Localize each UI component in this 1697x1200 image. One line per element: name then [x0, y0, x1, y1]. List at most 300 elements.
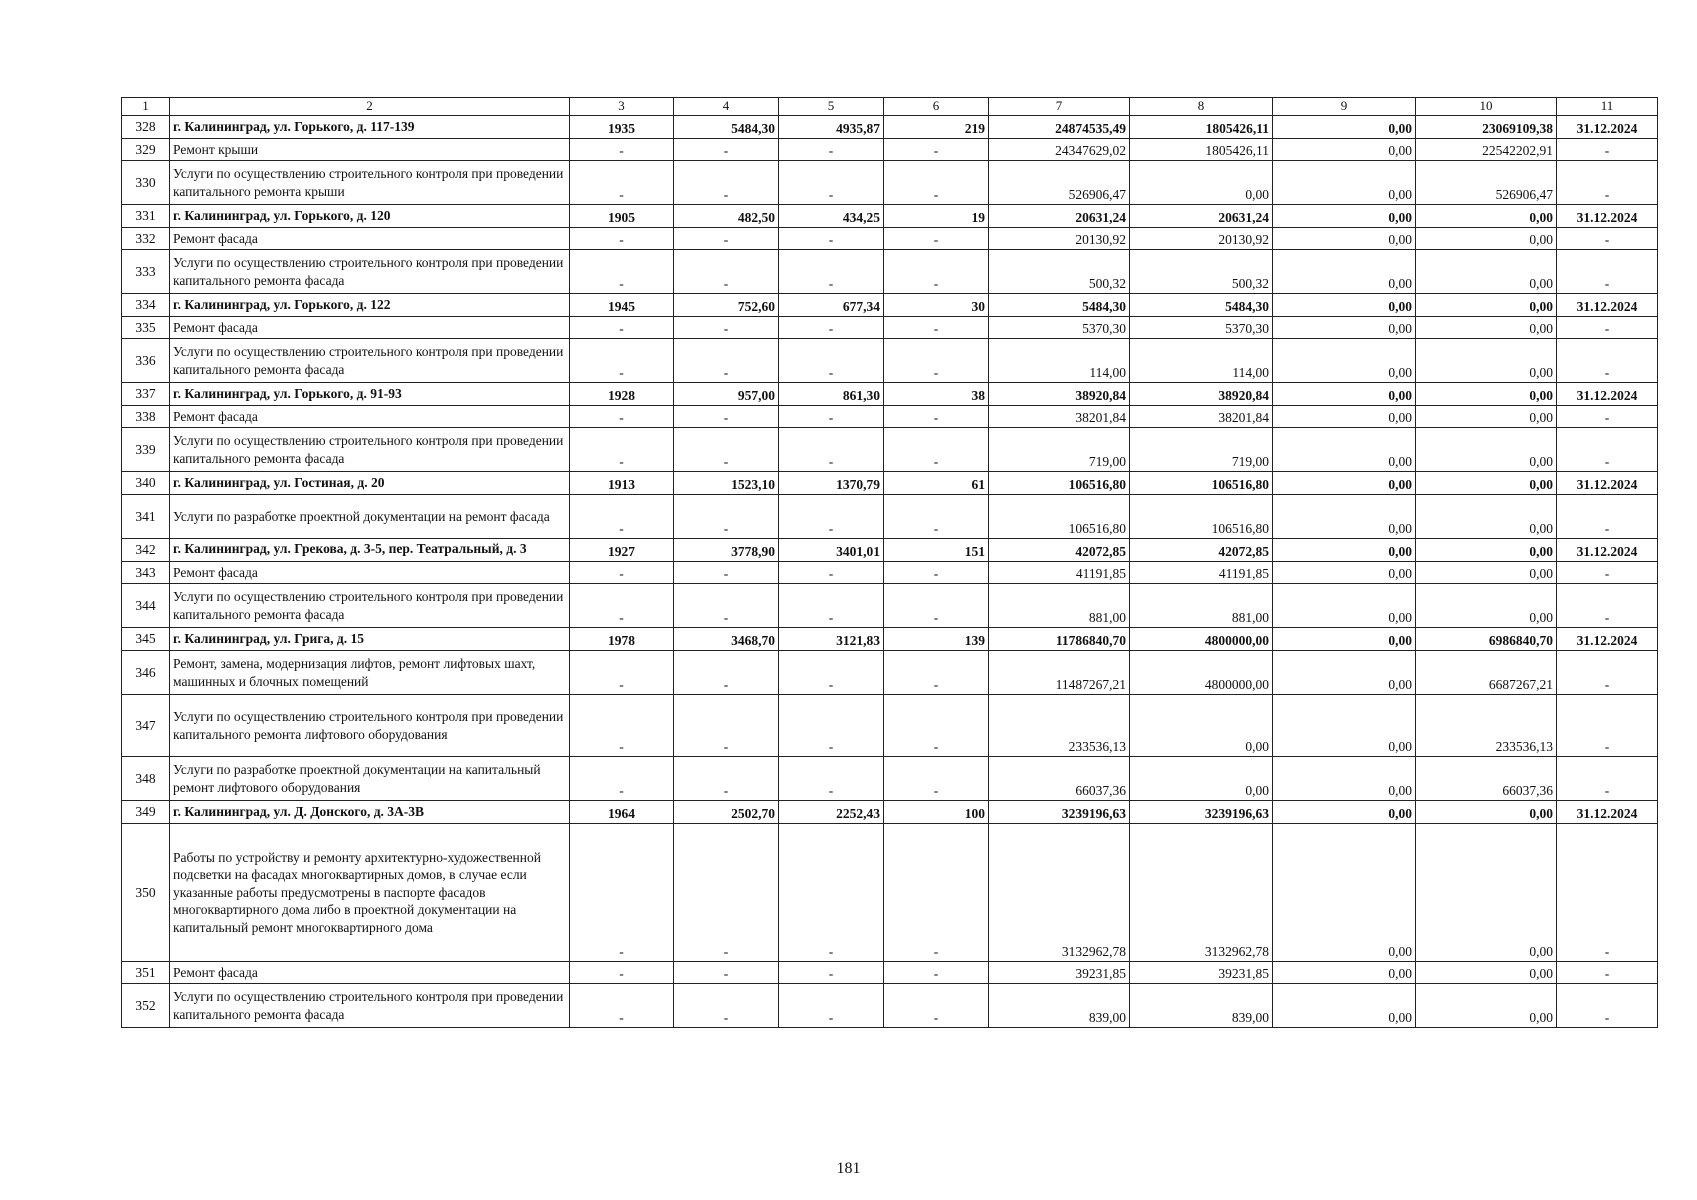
build-year-cell: -: [570, 250, 674, 294]
total-cost-cell: 39231,85: [989, 962, 1130, 984]
column-header: 8: [1130, 98, 1273, 116]
column-header: 1: [122, 98, 170, 116]
living-area-cell: 3121,83: [779, 628, 884, 651]
work-row: [122, 250, 1658, 294]
residents-cell: 61: [884, 472, 989, 495]
build-year-cell: -: [570, 584, 674, 628]
total-area-cell: -: [674, 228, 779, 250]
living-area-cell: -: [779, 495, 884, 539]
work-row: [122, 757, 1658, 801]
living-area-cell: 1370,79: [779, 472, 884, 495]
fund-amount-cell: 38920,84: [1130, 383, 1273, 406]
budget-amount-cell: 0,00: [1273, 962, 1416, 984]
residents-cell: -: [884, 824, 989, 962]
budget-amount-cell: 0,00: [1273, 161, 1416, 205]
total-area-cell: -: [674, 317, 779, 339]
deadline-cell: 31.12.2024: [1557, 294, 1658, 317]
deadline-cell: -: [1557, 695, 1658, 757]
total-area-cell: -: [674, 984, 779, 1028]
living-area-cell: -: [779, 651, 884, 695]
column-header: 6: [884, 98, 989, 116]
total-area-cell: -: [674, 824, 779, 962]
build-year-cell: 1927: [570, 539, 674, 562]
budget-amount-cell: 0,00: [1273, 406, 1416, 428]
living-area-cell: 861,30: [779, 383, 884, 406]
owner-funds-cell: 0,00: [1416, 428, 1557, 472]
total-area-cell: -: [674, 695, 779, 757]
column-header: 4: [674, 98, 779, 116]
deadline-cell: -: [1557, 250, 1658, 294]
deadline-cell: -: [1557, 339, 1658, 383]
row-number-cell: 346: [122, 651, 170, 695]
row-number-cell: 348: [122, 757, 170, 801]
total-cost-cell: 41191,85: [989, 562, 1130, 584]
work-row: [122, 428, 1658, 472]
fund-amount-cell: 41191,85: [1130, 562, 1273, 584]
work-row: [122, 651, 1658, 695]
residents-cell: -: [884, 695, 989, 757]
living-area-cell: -: [779, 824, 884, 962]
living-area-cell: -: [779, 339, 884, 383]
residents-cell: -: [884, 584, 989, 628]
build-year-cell: -: [570, 824, 674, 962]
deadline-cell: -: [1557, 406, 1658, 428]
fund-amount-cell: 1805426,11: [1130, 139, 1273, 161]
row-number-cell: 328: [122, 116, 170, 139]
work-row: [122, 495, 1658, 539]
fund-amount-cell: 881,00: [1130, 584, 1273, 628]
owner-funds-cell: 233536,13: [1416, 695, 1557, 757]
residents-cell: 30: [884, 294, 989, 317]
total-area-cell: 5484,30: [674, 116, 779, 139]
build-year-cell: -: [570, 495, 674, 539]
column-header: 10: [1416, 98, 1557, 116]
deadline-cell: -: [1557, 757, 1658, 801]
owner-funds-cell: 66037,36: [1416, 757, 1557, 801]
owner-funds-cell: 526906,47: [1416, 161, 1557, 205]
residents-cell: -: [884, 339, 989, 383]
item-name-cell: Ремонт крыши: [170, 139, 570, 161]
build-year-cell: -: [570, 962, 674, 984]
total-area-cell: -: [674, 562, 779, 584]
build-year-cell: -: [570, 562, 674, 584]
budget-amount-cell: 0,00: [1273, 116, 1416, 139]
item-name-cell: Услуги по разработке проектной документации на капитальный ремонт лифтового оборудования: [170, 757, 570, 801]
total-area-cell: 752,60: [674, 294, 779, 317]
item-name-cell: Услуги по осуществлению строительного контроля при проведении капитального ремонта фасада: [170, 250, 570, 294]
total-cost-cell: 526906,47: [989, 161, 1130, 205]
build-year-cell: 1928: [570, 383, 674, 406]
building-row: [122, 628, 1658, 651]
fund-amount-cell: 839,00: [1130, 984, 1273, 1028]
item-name-cell: Услуги по осуществлению строительного контроля при проведении капитального ремонта фасада: [170, 584, 570, 628]
budget-amount-cell: 0,00: [1273, 339, 1416, 383]
fund-amount-cell: 4800000,00: [1130, 628, 1273, 651]
owner-funds-cell: 0,00: [1416, 539, 1557, 562]
item-name-cell: Ремонт фасада: [170, 228, 570, 250]
row-number-cell: 349: [122, 801, 170, 824]
row-number-cell: 337: [122, 383, 170, 406]
work-row: [122, 317, 1658, 339]
total-area-cell: 3468,70: [674, 628, 779, 651]
budget-amount-cell: 0,00: [1273, 801, 1416, 824]
living-area-cell: -: [779, 562, 884, 584]
budget-amount-cell: 0,00: [1273, 472, 1416, 495]
total-area-cell: 957,00: [674, 383, 779, 406]
total-cost-cell: 719,00: [989, 428, 1130, 472]
living-area-cell: -: [779, 317, 884, 339]
owner-funds-cell: 23069109,38: [1416, 116, 1557, 139]
row-number-cell: 330: [122, 161, 170, 205]
row-number-cell: 336: [122, 339, 170, 383]
owner-funds-cell: 0,00: [1416, 406, 1557, 428]
work-row: [122, 339, 1658, 383]
owner-funds-cell: 0,00: [1416, 801, 1557, 824]
build-year-cell: 1935: [570, 116, 674, 139]
owner-funds-cell: 0,00: [1416, 294, 1557, 317]
fund-amount-cell: 0,00: [1130, 757, 1273, 801]
item-name-cell: Услуги по осуществлению строительного контроля при проведении капитального ремонта лифтового оборудования: [170, 695, 570, 757]
row-number-cell: 339: [122, 428, 170, 472]
residents-cell: -: [884, 228, 989, 250]
work-row: [122, 406, 1658, 428]
work-row: [122, 562, 1658, 584]
owner-funds-cell: 0,00: [1416, 205, 1557, 228]
item-name-cell: Услуги по осуществлению строительного контроля при проведении капитального ремонта крыши: [170, 161, 570, 205]
deadline-cell: -: [1557, 984, 1658, 1028]
fund-amount-cell: 3132962,78: [1130, 824, 1273, 962]
deadline-cell: -: [1557, 584, 1658, 628]
total-cost-cell: 38920,84: [989, 383, 1130, 406]
owner-funds-cell: 0,00: [1416, 495, 1557, 539]
total-cost-cell: 5370,30: [989, 317, 1130, 339]
owner-funds-cell: 0,00: [1416, 383, 1557, 406]
total-cost-cell: 3239196,63: [989, 801, 1130, 824]
total-area-cell: 2502,70: [674, 801, 779, 824]
row-number-cell: 347: [122, 695, 170, 757]
row-number-cell: 351: [122, 962, 170, 984]
total-area-cell: -: [674, 250, 779, 294]
total-cost-cell: 881,00: [989, 584, 1130, 628]
residents-cell: -: [884, 562, 989, 584]
owner-funds-cell: 0,00: [1416, 339, 1557, 383]
fund-amount-cell: 114,00: [1130, 339, 1273, 383]
column-header: 2: [170, 98, 570, 116]
item-name-cell: г. Калининград, ул. Д. Донского, д. 3А-3В: [170, 801, 570, 824]
fund-amount-cell: 0,00: [1130, 161, 1273, 205]
item-name-text: г. Калининград, ул. Грекова, д. 3-5, пер. Театральный, д. 3: [173, 540, 527, 556]
living-area-cell: 2252,43: [779, 801, 884, 824]
budget-amount-cell: 0,00: [1273, 584, 1416, 628]
build-year-cell: 1913: [570, 472, 674, 495]
item-name-cell: г. Калининград, ул. Горького, д. 120: [170, 205, 570, 228]
row-number-cell: 340: [122, 472, 170, 495]
total-cost-cell: 500,32: [989, 250, 1130, 294]
total-area-cell: 3778,90: [674, 539, 779, 562]
item-name-cell: Услуги по осуществлению строительного контроля при проведении капитального ремонта фасада: [170, 984, 570, 1028]
owner-funds-cell: 6986840,70: [1416, 628, 1557, 651]
total-area-cell: 482,50: [674, 205, 779, 228]
living-area-cell: -: [779, 962, 884, 984]
row-number-cell: 342: [122, 539, 170, 562]
deadline-cell: -: [1557, 161, 1658, 205]
deadline-cell: -: [1557, 228, 1658, 250]
item-name-cell: Работы по устройству и ремонту архитектурно-художественной подсветки на фасадах многоквартирных домов, в случае если указанные работы предусмотрены в паспорте фасадов многоквартирного дома либо в проектной документации на капитальный ремонт многоквартирного дома: [170, 824, 570, 962]
fund-amount-cell: 106516,80: [1130, 495, 1273, 539]
fund-amount-cell: 5370,30: [1130, 317, 1273, 339]
item-name-cell: Ремонт фасада: [170, 562, 570, 584]
building-row: [122, 383, 1658, 406]
budget-amount-cell: 0,00: [1273, 495, 1416, 539]
column-header: 9: [1273, 98, 1416, 116]
row-number-cell: 344: [122, 584, 170, 628]
build-year-cell: -: [570, 228, 674, 250]
building-row: [122, 801, 1658, 824]
build-year-cell: -: [570, 651, 674, 695]
work-row: [122, 962, 1658, 984]
owner-funds-cell: 0,00: [1416, 317, 1557, 339]
budget-amount-cell: 0,00: [1273, 205, 1416, 228]
deadline-cell: 31.12.2024: [1557, 205, 1658, 228]
total-area-cell: -: [674, 651, 779, 695]
deadline-cell: 31.12.2024: [1557, 116, 1658, 139]
residents-cell: 139: [884, 628, 989, 651]
row-number-cell: 341: [122, 495, 170, 539]
work-row: [122, 695, 1658, 757]
build-year-cell: -: [570, 139, 674, 161]
deadline-cell: 31.12.2024: [1557, 628, 1658, 651]
total-area-cell: 1523,10: [674, 472, 779, 495]
row-number-cell: 334: [122, 294, 170, 317]
budget-amount-cell: 0,00: [1273, 383, 1416, 406]
living-area-cell: 3401,01: [779, 539, 884, 562]
owner-funds-cell: 6687267,21: [1416, 651, 1557, 695]
total-area-cell: -: [674, 139, 779, 161]
owner-funds-cell: 0,00: [1416, 562, 1557, 584]
item-name-cell: г. Калининград, ул. Грига, д. 15: [170, 628, 570, 651]
page-number: 181: [836, 1160, 861, 1177]
item-name-cell: Ремонт фасада: [170, 317, 570, 339]
fund-amount-cell: 39231,85: [1130, 962, 1273, 984]
living-area-cell: -: [779, 228, 884, 250]
living-area-cell: -: [779, 984, 884, 1028]
item-name-cell: Ремонт, замена, модернизация лифтов, ремонт лифтовых шахт, машинных и блочных помещений: [170, 651, 570, 695]
living-area-cell: -: [779, 695, 884, 757]
fund-amount-cell: 20631,24: [1130, 205, 1273, 228]
row-number-cell: 352: [122, 984, 170, 1028]
deadline-cell: -: [1557, 495, 1658, 539]
building-row: [122, 294, 1658, 317]
total-cost-cell: 5484,30: [989, 294, 1130, 317]
item-name-cell: Услуги по осуществлению строительного контроля при проведении капитального ремонта фасада: [170, 428, 570, 472]
item-name-cell: г. Калининград, ул. Гостиная, д. 20: [170, 472, 570, 495]
deadline-cell: -: [1557, 962, 1658, 984]
residents-cell: -: [884, 962, 989, 984]
column-header: 5: [779, 98, 884, 116]
residents-cell: -: [884, 161, 989, 205]
owner-funds-cell: 0,00: [1416, 962, 1557, 984]
fund-amount-cell: 3239196,63: [1130, 801, 1273, 824]
owner-funds-cell: 0,00: [1416, 472, 1557, 495]
budget-amount-cell: 0,00: [1273, 317, 1416, 339]
total-cost-cell: 11487267,21: [989, 651, 1130, 695]
total-cost-cell: 11786840,70: [989, 628, 1130, 651]
fund-amount-cell: 500,32: [1130, 250, 1273, 294]
total-area-cell: -: [674, 584, 779, 628]
item-name-cell: Ремонт фасада: [170, 962, 570, 984]
deadline-cell: 31.12.2024: [1557, 539, 1658, 562]
row-number-cell: 338: [122, 406, 170, 428]
living-area-cell: -: [779, 584, 884, 628]
deadline-cell: -: [1557, 317, 1658, 339]
total-area-cell: -: [674, 161, 779, 205]
row-number-cell: 329: [122, 139, 170, 161]
total-cost-cell: 233536,13: [989, 695, 1130, 757]
build-year-cell: -: [570, 695, 674, 757]
owner-funds-cell: 0,00: [1416, 984, 1557, 1028]
total-cost-cell: 24347629,02: [989, 139, 1130, 161]
residents-cell: 151: [884, 539, 989, 562]
capital-repair-table: [121, 97, 1658, 1028]
build-year-cell: 1978: [570, 628, 674, 651]
work-row: [122, 984, 1658, 1028]
living-area-cell: -: [779, 757, 884, 801]
total-cost-cell: 42072,85: [989, 539, 1130, 562]
item-name-cell: г. Калининград, ул. Горького, д. 117-139: [170, 116, 570, 139]
row-number-cell: 332: [122, 228, 170, 250]
residents-cell: 19: [884, 205, 989, 228]
column-header: 3: [570, 98, 674, 116]
item-name-cell: [170, 539, 570, 562]
build-year-cell: 1964: [570, 801, 674, 824]
deadline-cell: 31.12.2024: [1557, 383, 1658, 406]
owner-funds-cell: 0,00: [1416, 584, 1557, 628]
residents-cell: 219: [884, 116, 989, 139]
fund-amount-cell: 0,00: [1130, 695, 1273, 757]
deadline-cell: -: [1557, 139, 1658, 161]
budget-amount-cell: 0,00: [1273, 757, 1416, 801]
build-year-cell: -: [570, 757, 674, 801]
item-name-cell: Ремонт фасада: [170, 406, 570, 428]
fund-amount-cell: 4800000,00: [1130, 651, 1273, 695]
deadline-cell: 31.12.2024: [1557, 472, 1658, 495]
total-cost-cell: 24874535,49: [989, 116, 1130, 139]
work-row: [122, 584, 1658, 628]
build-year-cell: -: [570, 317, 674, 339]
living-area-cell: -: [779, 428, 884, 472]
budget-amount-cell: 0,00: [1273, 428, 1416, 472]
total-cost-cell: 114,00: [989, 339, 1130, 383]
building-row: [122, 205, 1658, 228]
residents-cell: -: [884, 406, 989, 428]
living-area-cell: -: [779, 250, 884, 294]
budget-amount-cell: 0,00: [1273, 695, 1416, 757]
residents-cell: 38: [884, 383, 989, 406]
building-row: [122, 472, 1658, 495]
living-area-cell: 4935,87: [779, 116, 884, 139]
build-year-cell: -: [570, 406, 674, 428]
row-number-cell: 345: [122, 628, 170, 651]
total-cost-cell: 839,00: [989, 984, 1130, 1028]
work-row: [122, 139, 1658, 161]
owner-funds-cell: 0,00: [1416, 228, 1557, 250]
total-area-cell: -: [674, 757, 779, 801]
living-area-cell: 434,25: [779, 205, 884, 228]
residents-cell: -: [884, 428, 989, 472]
budget-amount-cell: 0,00: [1273, 139, 1416, 161]
budget-amount-cell: 0,00: [1273, 628, 1416, 651]
column-header: 11: [1557, 98, 1658, 116]
residents-cell: -: [884, 757, 989, 801]
row-number-cell: 350: [122, 824, 170, 962]
budget-amount-cell: 0,00: [1273, 562, 1416, 584]
total-area-cell: -: [674, 428, 779, 472]
deadline-cell: -: [1557, 428, 1658, 472]
total-cost-cell: 20631,24: [989, 205, 1130, 228]
build-year-cell: -: [570, 161, 674, 205]
living-area-cell: 677,34: [779, 294, 884, 317]
residents-cell: -: [884, 317, 989, 339]
work-row: [122, 824, 1658, 962]
residents-cell: -: [884, 250, 989, 294]
total-cost-cell: 20130,92: [989, 228, 1130, 250]
column-number-header-row: [122, 98, 1658, 116]
total-area-cell: -: [674, 339, 779, 383]
total-area-cell: -: [674, 495, 779, 539]
deadline-cell: -: [1557, 824, 1658, 962]
total-area-cell: -: [674, 962, 779, 984]
building-row: [122, 539, 1658, 562]
row-number-cell: 331: [122, 205, 170, 228]
residents-cell: 100: [884, 801, 989, 824]
fund-amount-cell: 38201,84: [1130, 406, 1273, 428]
budget-amount-cell: 0,00: [1273, 294, 1416, 317]
deadline-cell: -: [1557, 562, 1658, 584]
fund-amount-cell: 719,00: [1130, 428, 1273, 472]
item-name-cell: Услуги по осуществлению строительного контроля при проведении капитального ремонта фасада: [170, 339, 570, 383]
total-cost-cell: 38201,84: [989, 406, 1130, 428]
item-name-cell: г. Калининград, ул. Горького, д. 122: [170, 294, 570, 317]
build-year-cell: -: [570, 428, 674, 472]
build-year-cell: 1945: [570, 294, 674, 317]
owner-funds-cell: 0,00: [1416, 824, 1557, 962]
owner-funds-cell: 22542202,91: [1416, 139, 1557, 161]
total-cost-cell: 106516,80: [989, 472, 1130, 495]
work-row: [122, 228, 1658, 250]
owner-funds-cell: 0,00: [1416, 250, 1557, 294]
deadline-cell: -: [1557, 651, 1658, 695]
total-cost-cell: 66037,36: [989, 757, 1130, 801]
fund-amount-cell: 42072,85: [1130, 539, 1273, 562]
residents-cell: -: [884, 139, 989, 161]
item-name-cell: г. Калининград, ул. Горького, д. 91-93: [170, 383, 570, 406]
fund-amount-cell: 1805426,11: [1130, 116, 1273, 139]
total-cost-cell: 106516,80: [989, 495, 1130, 539]
living-area-cell: -: [779, 161, 884, 205]
total-cost-cell: 3132962,78: [989, 824, 1130, 962]
build-year-cell: -: [570, 339, 674, 383]
build-year-cell: 1905: [570, 205, 674, 228]
item-name-cell: Услуги по разработке проектной документации на ремонт фасада: [170, 495, 570, 539]
budget-amount-cell: 0,00: [1273, 651, 1416, 695]
living-area-cell: -: [779, 406, 884, 428]
fund-amount-cell: 20130,92: [1130, 228, 1273, 250]
work-row: [122, 161, 1658, 205]
budget-amount-cell: 0,00: [1273, 984, 1416, 1028]
build-year-cell: -: [570, 984, 674, 1028]
total-area-cell: -: [674, 406, 779, 428]
row-number-cell: 333: [122, 250, 170, 294]
